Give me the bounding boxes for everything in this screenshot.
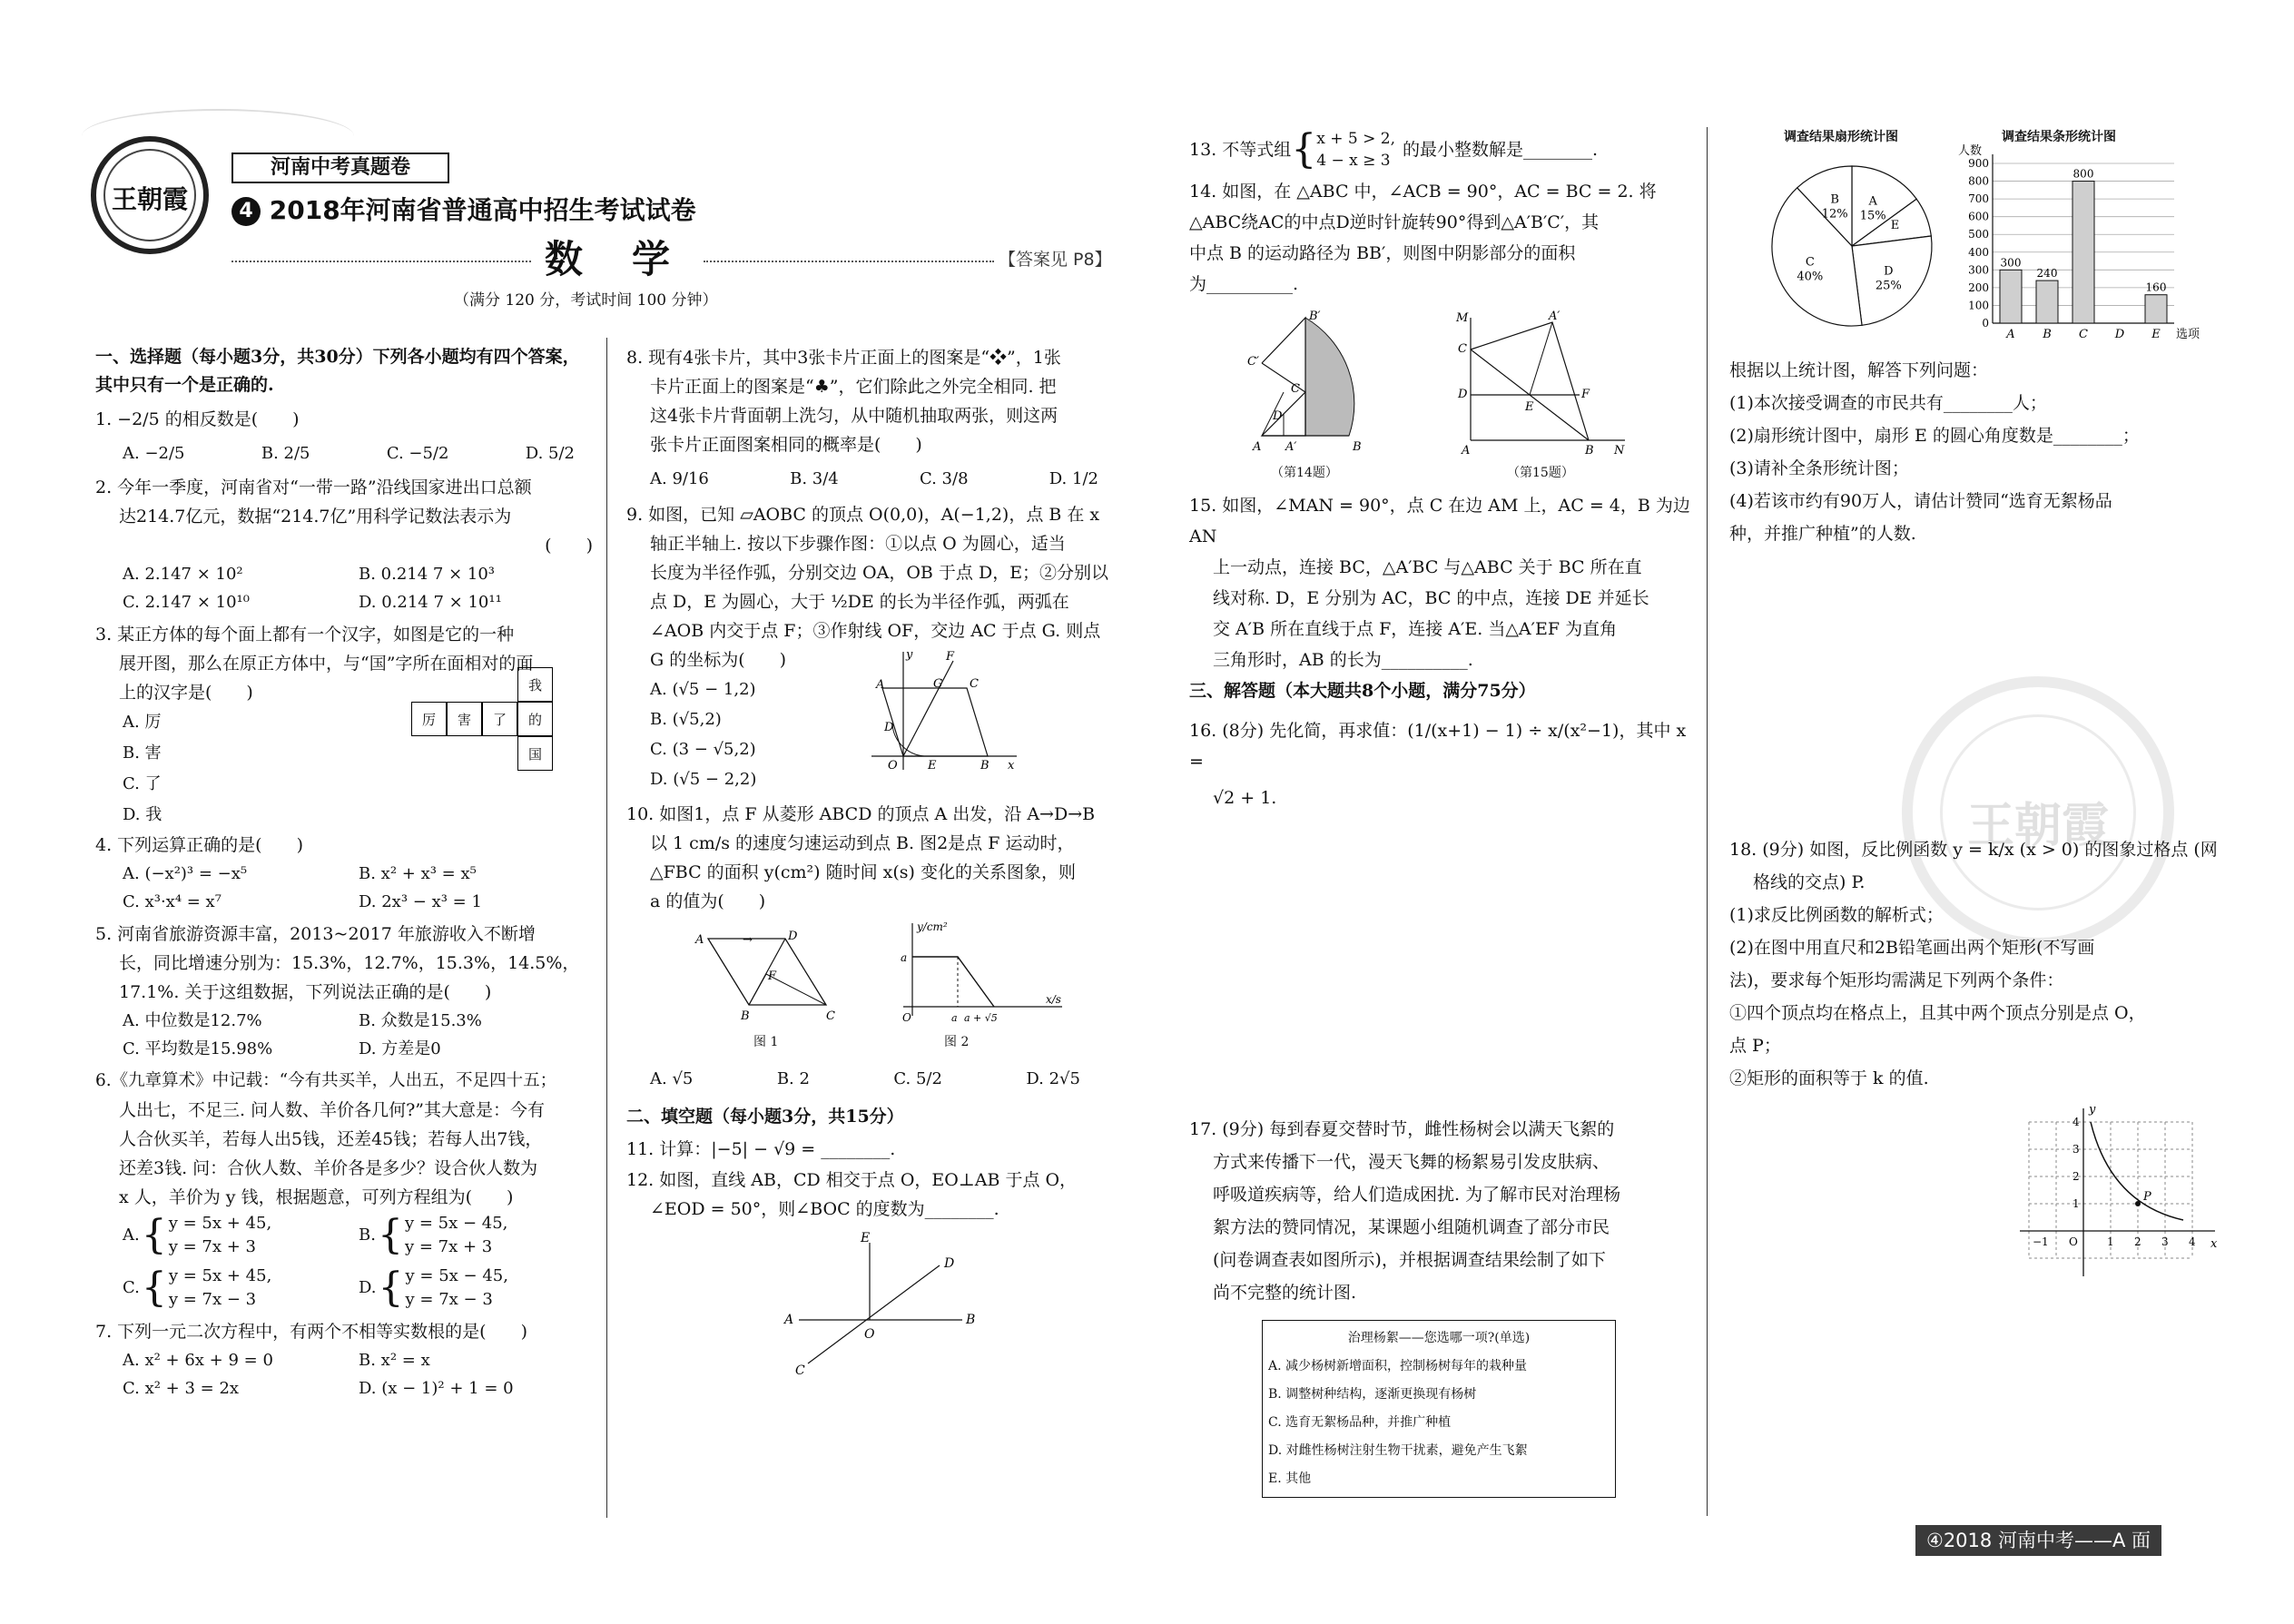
svg-text:x: x — [1008, 759, 1015, 773]
q4-option-d: D. 2x³ − x³ = 1 — [359, 892, 482, 911]
net-cell-le: 了 — [482, 702, 517, 736]
q6-option-d-eq1: y = 5x − 45, — [405, 1266, 508, 1285]
bar-E — [2145, 295, 2167, 323]
q8-stem-2: 卡片正面上的图案是“♣”，它们除此之外完全相同. 把 — [650, 377, 1057, 397]
q1-option-d: D. 5/2 — [525, 444, 575, 463]
svg-text:A: A — [784, 1313, 794, 1327]
q3-stem-1: 3. 某正方体的每个面上都有一个汉字，如图是它的一种 — [95, 625, 515, 645]
q14-q15-figures — [1189, 300, 1698, 490]
q15-caption: （第15题） — [1507, 466, 1574, 480]
bar-ytick-800: 800 — [1968, 174, 1989, 188]
svg-text:O: O — [2069, 1235, 2078, 1248]
bar-xtick-A: A — [2006, 328, 2015, 341]
q8-options — [626, 459, 1135, 500]
q4-option-a: A. (−x²)³ = −x⁵ — [123, 864, 248, 883]
q5-stem-1: 5. 河南省旅游资源丰富，2013~2017 年旅游收入不断增 — [95, 924, 536, 944]
svg-text:y: y — [906, 648, 913, 662]
q9-stem-1: 9. 如图，已知 ▱AOBC 的顶点 O(0,0)，A(−1,2)，点 B 在 x — [626, 505, 1100, 525]
q9-stem-3: 长度为半径作弧，分别交边 OA，OB 于点 D，E；②分别以 — [650, 563, 1109, 583]
q13-stem: 13. 不等式组 — [1189, 140, 1292, 160]
pie-label-C: C 40% — [1797, 255, 1824, 284]
svg-text:E: E — [1525, 400, 1534, 414]
q9-figure — [862, 647, 1026, 774]
watermark-seal — [1902, 676, 2174, 949]
survey-option-c: C. 选育无絮杨品种，并推广种植 — [1268, 1415, 1452, 1430]
bar-xtick-D: D — [2114, 328, 2125, 341]
svg-text:y/cm²: y/cm² — [917, 920, 948, 933]
bar-B — [2036, 281, 2058, 323]
q10-stem-4: a 的值为( ) — [650, 891, 766, 911]
q17-survey-box — [1262, 1320, 1616, 1498]
q10-fig2-caption: 图 2 — [944, 1035, 970, 1049]
q8-option-b: B. 3/4 — [790, 469, 839, 488]
q17-part-2: (2)扇形统计图中，扇形 E 的圆心角度数是________； — [1729, 426, 2140, 446]
q7-option-c: C. x² + 3 = 2x — [123, 1379, 240, 1398]
q10-option-c: C. 5/2 — [893, 1069, 942, 1088]
q10-fig1-caption: 图 1 — [753, 1035, 779, 1049]
subject-dotted-rule — [231, 261, 531, 262]
q9-option-b: B. (√5,2) — [650, 710, 722, 729]
q18-stem-3: (1)求反比例函数的解析式； — [1729, 905, 1944, 925]
q15-stem-4: 交 A′B 所在直线于点 F，连接 A′E. 当△A′EF 为直角 — [1213, 619, 1618, 639]
q4-option-c: C. x³·x⁴ = x⁷ — [123, 892, 222, 911]
svg-text:A: A — [876, 678, 885, 692]
column-2 — [626, 343, 1135, 1383]
q9-stem-4: 点 D，E 为圆心，大于 ½DE 的长为半径作弧，两弧在 — [650, 592, 1069, 612]
q7-stem: 7. 下列一元二次方程中，有两个不相等实数根的是( ) — [95, 1322, 527, 1342]
q1-options — [95, 434, 593, 473]
bar-value-E: 160 — [2145, 281, 2167, 294]
page-footer: ④2018 河南中考——A 面 — [1915, 1525, 2161, 1556]
q16-stem-1: 16. (8分) 先化简，再求值：(1/(x+1) − 1) ÷ x/(x²−1)，其中 x = — [1189, 721, 1687, 772]
q6-option-b-eq1: y = 5x − 45, — [404, 1214, 508, 1233]
bar-chart-title: 调查结果条形统计图 — [2002, 130, 2116, 144]
q13-ineq-2: 4 − x ≥ 3 — [1316, 152, 1391, 170]
q6-option-b-eq2: y = 7x + 3 — [404, 1237, 493, 1256]
svg-text:x: x — [2210, 1237, 2218, 1251]
bar-C — [2072, 182, 2094, 323]
q8-stem-1: 8. 现有4张卡片，其中3张卡片正面上的图案是“❖”，1张 — [626, 348, 1061, 368]
q17-stem-4: 絮方法的赞同情况，某课题小组随机调查了部分市民 — [1213, 1217, 1610, 1237]
logo-text: 王朝霞 — [111, 184, 188, 214]
svg-text:C: C — [826, 1009, 835, 1023]
q12-stem-1: 12. 如图，直线 AB，CD 相交于点 O，EO⊥AB 于点 O， — [626, 1170, 1078, 1190]
svg-text:A′: A′ — [1549, 310, 1561, 323]
survey-option-b: B. 调整树种结构，逐渐更换现有杨树 — [1268, 1387, 1477, 1402]
svg-text:O: O — [864, 1327, 875, 1342]
svg-text:C: C — [970, 677, 979, 691]
answer-ref: 【答案见 P8】 — [999, 250, 1112, 270]
svg-text:F: F — [946, 650, 955, 664]
svg-text:B: B — [966, 1313, 976, 1327]
q6-option-a-eq2: y = 7x + 3 — [168, 1237, 257, 1256]
pie-label-E: E — [1890, 219, 1900, 233]
q8-stem-4: 张卡片正面图案相同的概率是( ) — [650, 435, 922, 455]
bar-ytick-300: 300 — [1968, 263, 1989, 277]
pie-label-D: D 25% — [1875, 264, 1902, 293]
q17-prompt: 根据以上统计图，解答下列问题： — [1729, 360, 1989, 380]
column-divider-1 — [606, 338, 607, 1518]
q2-option-d: D. 0.214 7 × 10¹¹ — [359, 593, 502, 612]
q9-option-a: A. (√5 − 1,2) — [650, 680, 756, 699]
q17-charts — [1729, 127, 2238, 354]
exam-title-row — [231, 192, 696, 229]
q10-figures — [626, 916, 1135, 1061]
q3-option-d: D. 我 — [123, 805, 162, 824]
bar-xtick-B: B — [2043, 328, 2052, 341]
svg-text:M: M — [1456, 311, 1469, 325]
svg-text:E: E — [928, 759, 937, 773]
q17-stem-2: 方式来传播下一代，漫天飞舞的杨絮易引发皮肤病、 — [1213, 1152, 1610, 1172]
svg-text:D: D — [788, 930, 798, 943]
svg-text:x/s: x/s — [1046, 993, 1061, 1006]
section-2-heading: 二、填空题（每小题3分，共15分） — [626, 1107, 904, 1127]
svg-text:D: D — [884, 721, 894, 734]
svg-text:O: O — [888, 759, 898, 773]
svg-text:2: 2 — [2072, 1170, 2080, 1183]
svg-text:3: 3 — [2161, 1235, 2169, 1248]
svg-text:O: O — [902, 1011, 911, 1024]
section-1-heading: 一、选择题（每小题3分，共30分）下列各小题均有四个答案，其中只有一个是正确的. — [95, 347, 580, 395]
svg-text:A: A — [1462, 444, 1471, 458]
svg-text:3: 3 — [2072, 1143, 2080, 1156]
q6-option-b-label: B. — [359, 1225, 376, 1245]
q9-stem-2: 轴正半轴上. 按以下步骤作图：①以点 O 为圆心，适当 — [650, 534, 1066, 554]
svg-text:P: P — [2143, 1190, 2151, 1204]
subject-dotted-rule-right — [704, 261, 994, 262]
q6-option-d-eq2: y = 7x − 3 — [405, 1290, 493, 1309]
q5-option-c: C. 平均数是15.98% — [123, 1039, 273, 1058]
q13-tail: 的最小整数解是________. — [1403, 140, 1599, 160]
bar-ytick-200: 200 — [1968, 281, 1989, 294]
q5-option-b: B. 众数是15.3% — [359, 1011, 482, 1030]
q10-options — [626, 1061, 1135, 1098]
q12-figure — [781, 1229, 980, 1379]
q6-stem-2: 人出七，不足三. 问人数、羊价各几何?”其大意是：今有 — [119, 1100, 545, 1120]
q4-option-b: B. x² + x³ = x⁵ — [359, 864, 477, 883]
svg-text:1: 1 — [2072, 1197, 2080, 1210]
svg-text:a + √5: a + √5 — [964, 1012, 998, 1024]
svg-text:A: A — [1253, 440, 1262, 454]
q18-grid-figure — [2020, 1104, 2229, 1285]
svg-text:1: 1 — [2107, 1235, 2114, 1248]
svg-text:B: B — [1353, 440, 1362, 454]
survey-option-e: E. 其他 — [1268, 1471, 1312, 1486]
q2-paren: ( ) — [545, 536, 593, 556]
q5-stem-2: 长，同比增速分别为：15.3%，12.7%，15.3%，14.5%， — [119, 953, 580, 973]
svg-text:−1: −1 — [2033, 1235, 2049, 1248]
q3-cube-net — [411, 667, 553, 771]
q10-option-a: A. √5 — [650, 1069, 694, 1088]
net-cell-wo: 我 — [517, 667, 553, 702]
q6-option-b: B. { y = 5x − 45, y = 7x + 3 — [359, 1212, 508, 1258]
bar-ytick-500: 500 — [1968, 228, 1989, 241]
q7-options — [95, 1346, 593, 1403]
column-1 — [95, 343, 593, 1403]
q15-stem-3: 线对称. D，E 分别为 AC，BC 的中点，连接 DE 并延长 — [1213, 588, 1649, 608]
bar-xlabel: 选项 — [2176, 328, 2200, 341]
q12-stem-2: ∠EOD = 50°，则∠BOC 的度数为________. — [650, 1199, 999, 1219]
q4-stem: 4. 下列运算正确的是( ) — [95, 835, 303, 855]
svg-text:N: N — [1614, 444, 1625, 458]
q3-stem-2: 展开图，那么在原正方体中，与“国”字所在面相对的面 — [119, 654, 534, 674]
column-divider-2 — [1707, 127, 1708, 1516]
q6-stem-3: 人合伙买羊，若每人出5钱，还差45钱；若每人出7钱， — [119, 1129, 543, 1149]
q5-option-a: A. 中位数是12.7% — [123, 1011, 262, 1030]
q10-stem-3: △FBC 的面积 y(cm²) 随时间 x(s) 变化的关系图象，则 — [650, 862, 1076, 882]
svg-text:2: 2 — [2134, 1235, 2141, 1248]
q10-stem-1: 10. 如图1，点 F 从菱形 ABCD 的顶点 A 出发，沿 A→D→B — [626, 804, 1096, 824]
q15-stem-5: 三角形时，AB 的长为__________. — [1213, 650, 1473, 670]
pie-label-B: B 12% — [1821, 192, 1848, 221]
svg-text:D: D — [1273, 409, 1283, 423]
bar-ytick-600: 600 — [1968, 210, 1989, 223]
svg-text:C: C — [1291, 382, 1300, 396]
q5-stem-3: 17.1%. 关于这组数据，下列说法正确的是( ) — [119, 982, 492, 1002]
q8-option-a: A. 9/16 — [650, 469, 709, 488]
exam-title: 2018年河南省普通高中招生考试试卷 — [269, 195, 696, 225]
svg-text:B′: B′ — [1309, 310, 1321, 323]
svg-text:y: y — [2089, 1103, 2096, 1117]
survey-option-a: A. 减少杨树新增面积，控制杨树每年的栽种量 — [1268, 1359, 1528, 1373]
svg-text:D: D — [1458, 388, 1468, 401]
net-cell-hai: 害 — [447, 702, 482, 736]
svg-text:G: G — [933, 677, 943, 691]
q2-option-a: A. 2.147 × 10² — [123, 565, 243, 584]
pie-chart-title: 调查结果扇形统计图 — [1784, 130, 1898, 144]
bar-ytick-400: 400 — [1968, 245, 1989, 259]
svg-text:D: D — [944, 1256, 955, 1271]
q2-stem-1: 2. 今年一季度，河南省对“一带一路”沿线国家进出口总额 — [95, 477, 532, 497]
q4-options — [95, 860, 593, 916]
q14-stem-4: 为__________. — [1189, 274, 1299, 294]
svg-text:A: A — [695, 933, 704, 947]
q17-stem-5: (问卷调查表如图所示)，并根据调查结果绘制了如下 — [1213, 1250, 1606, 1270]
q3-option-a: A. 厉 — [123, 713, 162, 732]
q18-stem-6: ①四个顶点均在格点上，且其中两个顶点分别是点 O， — [1729, 1003, 2146, 1023]
exam-meta: （满分 120 分，考试时间 100 分钟） — [454, 291, 718, 310]
q14-caption: （第14题） — [1271, 466, 1338, 480]
bar-ytick-700: 700 — [1968, 192, 1989, 206]
pie-label-A: A 15% — [1859, 194, 1886, 223]
q7-option-d: D. (x − 1)² + 1 = 0 — [359, 1379, 514, 1398]
q10-option-d: D. 2√5 — [1026, 1069, 1080, 1088]
q1-stem: 1. −2/5 的相反数是( ) — [95, 409, 300, 429]
q17-part-3: (3)请补全条形统计图； — [1729, 458, 1909, 478]
q16-stem-2: √2 + 1. — [1213, 788, 1277, 808]
q13-ineq-1: x + 5 > 2, — [1316, 130, 1395, 148]
bar-value-C: 800 — [2072, 167, 2094, 181]
section-3-heading: 三、解答题（本大题共8个小题，满分75分） — [1189, 681, 1536, 701]
svg-text:C′: C′ — [1247, 355, 1259, 369]
q15-stem-1: 15. 如图，∠MAN = 90°，点 C 在边 AM 上，AC = 4，B 为边 AN — [1189, 496, 1690, 546]
svg-text:F: F — [1581, 388, 1590, 401]
q17-part-1: (1)本次接受调查的市民共有________人； — [1729, 393, 2047, 413]
q3-stem-3: 上的汉字是( ) — [119, 683, 253, 703]
q18-stem-7: 点 P； — [1729, 1036, 1781, 1056]
survey-option-d: D. 对雌性杨树注射生物干扰素，避免产生飞絮 — [1268, 1443, 1528, 1458]
q6-option-d-label: D. — [359, 1278, 377, 1297]
svg-text:B: B — [1585, 444, 1594, 458]
svg-text:C: C — [795, 1363, 805, 1378]
q15-stem-2: 上一动点，连接 BC，△A′BC 与△ABC 关于 BC 所在直 — [1213, 557, 1642, 577]
q17-stem-1: 17. (9分) 每到春夏交替时节，雌性杨树会以满天飞絮的 — [1189, 1119, 1615, 1139]
q6-stem-4: 还差3钱. 问：合伙人数、羊价各是多少？设合伙人数为 — [119, 1158, 538, 1178]
q7-option-b: B. x² = x — [359, 1351, 430, 1370]
q6-option-a-label: A. — [123, 1225, 140, 1245]
bar-chart — [1956, 142, 2200, 345]
q14-figure — [1226, 309, 1380, 454]
q6-option-a: A. { y = 5x + 45, y = 7x + 3 — [123, 1212, 272, 1258]
q3-option-c: C. 了 — [123, 774, 162, 793]
q17-stem-6: 尚不完整的统计图. — [1213, 1283, 1357, 1303]
q6-stem-1: 6.《九章算术》中记载：“今有共买羊，人出五，不足四十五； — [95, 1071, 557, 1090]
q18-stem-5: 法)，要求每个矩形均需满足下列两个条件： — [1729, 970, 2064, 990]
q6-option-c-eq2: y = 7x − 3 — [168, 1290, 257, 1309]
bar-ytick-100: 100 — [1968, 299, 1989, 312]
bar-A — [2000, 270, 2022, 323]
column-3 — [1189, 127, 1698, 1498]
q17-stem-3: 呼吸道疾病等，给人们造成困扰. 为了解市民对治理杨 — [1213, 1185, 1621, 1205]
q1-option-a: A. −2/5 — [123, 444, 185, 463]
q9-stem-5: ∠AOB 内交于点 F；③作射线 OF，交边 AC 于点 G. 则点 — [650, 621, 1101, 641]
q1-option-c: C. −5/2 — [386, 444, 449, 463]
svg-text:a: a — [901, 951, 908, 964]
q5-options — [95, 1007, 593, 1063]
q15-figure — [1452, 309, 1634, 458]
q13-row: 13. 不等式组 { x + 5 > 2, 4 − x ≥ 3 的最小整数解是________. — [1189, 126, 1599, 172]
q1-option-b: B. 2/5 — [261, 444, 310, 463]
pie-chart — [1766, 160, 1938, 332]
svg-text:C: C — [1458, 342, 1467, 356]
bar-ytick-900: 900 — [1968, 157, 1989, 170]
net-cell-li: 厉 — [411, 702, 447, 736]
q14-stem-1: 14. 如图，在 △ABC 中，∠ACB = 90°，AC = BC = 2. 将 — [1189, 182, 1657, 202]
svg-text:F: F — [768, 969, 777, 983]
net-cell-de: 的 — [517, 702, 553, 736]
bar-ylabel: 人数 — [1958, 144, 1983, 158]
exam-number-badge: 4 — [231, 197, 261, 226]
q6-option-d: D. { y = 5x − 45, y = 7x − 3 — [359, 1265, 508, 1311]
q8-stem-3: 这4张卡片背面朝上洗匀，从中随机抽取两张，则这两 — [650, 406, 1058, 426]
svg-text:E: E — [861, 1231, 871, 1245]
svg-text:A′: A′ — [1285, 440, 1297, 454]
q10-figure-1 — [690, 925, 844, 1034]
q17-part-4a: (4)若该市约有90万人，请估计赞同“选育无絮杨品 — [1729, 491, 2112, 511]
svg-text:4: 4 — [2072, 1116, 2080, 1128]
q18-stem-1: 18. (9分) 如图，反比例函数 y = k/x (x > 0) 的图象过格点 (网 — [1729, 840, 2218, 860]
q9-stem-6: G 的坐标为( ) — [650, 650, 787, 670]
q2-options — [95, 560, 593, 616]
q2-option-b: B. 0.214 7 × 10³ — [359, 565, 496, 584]
q6-option-c-label: C. — [123, 1278, 140, 1297]
series-label: 河南中考真题卷 — [231, 153, 449, 183]
bar-xtick-C: C — [2079, 328, 2088, 341]
q11-stem: 11. 计算：|−5| − √9 = ________. — [626, 1139, 896, 1159]
q7-option-a: A. x² + 6x + 9 = 0 — [123, 1351, 273, 1370]
q10-option-b: B. 2 — [776, 1069, 810, 1088]
q2-stem-2: 达214.7亿元，数据“214.7亿”用科学记数法表示为 — [119, 507, 512, 527]
svg-text:B: B — [741, 1009, 750, 1023]
q3-option-b: B. 害 — [123, 743, 162, 763]
q6-option-c-eq1: y = 5x + 45, — [168, 1266, 272, 1285]
bar-value-B: 240 — [2036, 267, 2058, 281]
q2-option-c: C. 2.147 × 10¹⁰ — [123, 593, 250, 612]
q6-stem-5: x 人，羊价为 y 钱，根据题意，可列方程组为( ) — [119, 1187, 514, 1207]
net-cell-guo: 国 — [517, 736, 553, 771]
bar-xtick-E: E — [2151, 328, 2161, 341]
survey-title: 治理杨絮——您选哪一项?(单选) — [1347, 1331, 1531, 1345]
svg-text:B: B — [980, 759, 989, 773]
svg-text:a: a — [951, 1012, 958, 1024]
q10-figure-2 — [881, 916, 1071, 1029]
svg-text:4: 4 — [2189, 1235, 2196, 1248]
q9-option-d: D. (√5 − 2,2) — [650, 770, 757, 789]
q18-stem-2: 格线的交点) P. — [1753, 872, 1866, 892]
q5-option-d: D. 方差是0 — [359, 1039, 441, 1058]
q6-option-a-eq1: y = 5x + 45, — [168, 1214, 272, 1233]
q8-option-d: D. 1/2 — [1049, 469, 1098, 488]
q18-stem-8: ②矩形的面积等于 k 的值. — [1729, 1068, 1929, 1088]
q14-stem-3: 中点 B 的运动路径为 BB′，则图中阴影部分的面积 — [1189, 243, 1576, 263]
q16-answer-space — [1189, 813, 1698, 1113]
svg-text:→: → — [743, 933, 753, 947]
bar-ytick-0: 0 — [1982, 317, 1989, 330]
subject-title: 数 学 — [545, 237, 676, 281]
q6-options — [95, 1212, 593, 1312]
q9-option-c: C. (3 − √5,2) — [650, 740, 756, 759]
q6-option-c: C. { y = 5x + 45, y = 7x − 3 — [123, 1265, 272, 1311]
q18-stem-4: (2)在图中用直尺和2B铅笔画出两个矩形(不写画 — [1729, 938, 2095, 958]
watermark-text: 王朝霞 — [1966, 798, 2109, 853]
q10-stem-2: 以 1 cm/s 的速度匀速运动到点 B. 图2是点 F 运动时， — [650, 833, 1075, 853]
q14-stem-2: △ABC绕AC的中点D逆时针旋转90°得到△A′B′C′，其 — [1189, 212, 1600, 232]
q17-part-4b: 种，并推广种植”的人数. — [1729, 524, 1916, 544]
bar-value-A: 300 — [2000, 256, 2022, 270]
q8-option-c: C. 3/8 — [919, 469, 969, 488]
